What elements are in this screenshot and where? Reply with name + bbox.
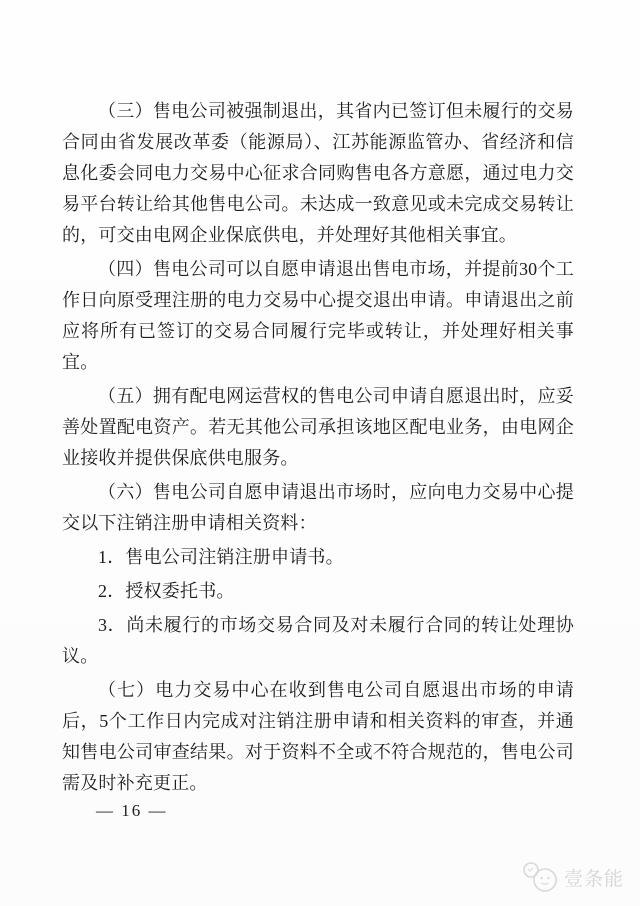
page-number: — 16 — xyxy=(96,801,168,820)
paragraph: （七）电力交易中心在收到售电公司自愿退出市场的申请后，5个工作日内完成对注销注册申请和相关资料的审查，并通知售电公司审查结果。对于资料不全或不符合规范的，售电公司需及时补充更正。 xyxy=(62,680,574,793)
paragraph: （三）售电公司被强制退出，其省内已签订但未履行的交易合同由省发展改革委（能源局）、江苏能源监管办、省经济和信息化委会同电力交易中心征求合同购售电各方意愿，通过电力交易平台转让给其他售电公司。未达成一致意见或未完成交易转让的，可交由电网企业保底供电，并处理好其他相关事宜。 xyxy=(62,101,574,245)
paragraph: 2．授权委托书。 xyxy=(98,581,235,601)
paragraph: （四）售电公司可以自愿申请退出售电市场，并提前30个工作日向原受理注册的电力交易中心提交退出申请。申请退出之前应将所有已签订的交易合同履行完毕或转让，并处理好相关事宜。 xyxy=(62,259,574,372)
chat-face-logo-icon xyxy=(521,860,559,894)
paragraph: （五）拥有配电网运营权的售电公司申请自愿退出时，应妥善处置配电资产。若无其他公司承担该地区配电业务，由电网企业接收并提供保底供电服务。 xyxy=(62,386,574,468)
paragraph: 3．尚未履行的市场交易合同及对未履行合同的转让处理协议。 xyxy=(62,615,574,666)
watermark-label: 壹条能 xyxy=(563,868,624,890)
paragraph: 1．售电公司注销注册申请书。 xyxy=(98,547,344,567)
document-body xyxy=(62,96,574,802)
paragraph: （六）售电公司自愿申请退出市场时，应向电力交易中心提交以下注销注册申请相关资料： xyxy=(62,482,574,533)
watermark xyxy=(521,860,624,894)
